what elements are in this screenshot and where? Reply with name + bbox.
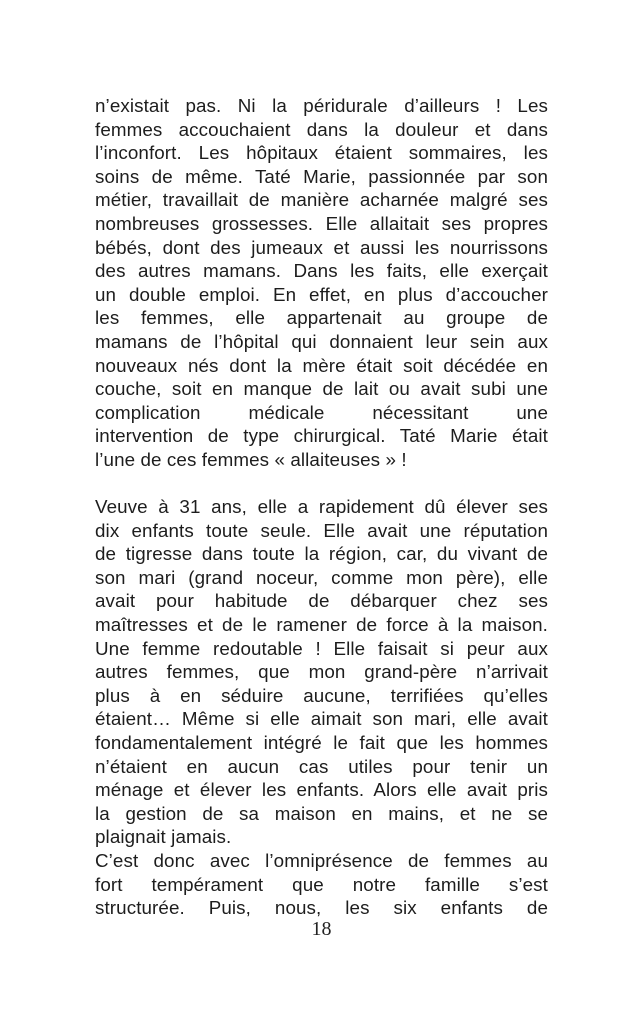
- text-line: structurée. Puis, nous, les six enfants de: [95, 897, 548, 919]
- text-line: la gestion de sa maison en mains, et ne se: [95, 802, 548, 824]
- page-number: 18: [311, 918, 332, 940]
- text-block: [95, 94, 548, 920]
- text-line: de tigresse dans toute la région, car, du vivant de: [95, 543, 548, 565]
- text-line: complication médicale nécessitant une: [95, 401, 548, 423]
- text-line: dix enfants toute seule. Elle avait une réputation: [95, 519, 548, 541]
- text-line: maîtresses et de le ramener de force à la maison.: [95, 614, 548, 636]
- text-line: fort tempérament que notre famille s’est: [95, 873, 548, 895]
- text-line: des autres mamans. Dans les faits, elle exerçait: [95, 260, 548, 282]
- text-line: nombreuses grossesses. Elle allaitait ses propres: [95, 212, 548, 234]
- text-line: couche, soit en manque de lait ou avait subi une: [95, 378, 548, 400]
- text-line: bébés, dont des jumeaux et aussi les nourrissons: [95, 236, 548, 258]
- text-line: avait pour habitude de débarquer chez ses: [95, 590, 548, 612]
- paragraph: [95, 495, 548, 849]
- text-line: nouveaux nés dont la mère était soit décédée en: [95, 354, 548, 376]
- text-line: mamans de l’hôpital qui donnaient leur sein aux: [95, 330, 548, 352]
- text-line: n’étaient en aucun cas utiles pour tenir un: [95, 755, 548, 777]
- text-line: n’existait pas. Ni la péridurale d’ailleurs ! Les: [95, 95, 548, 116]
- text-line: étaient… Même si elle aimait son mari, elle avait: [95, 708, 548, 730]
- text-line: Une femme redoutable ! Elle faisait si peur aux: [95, 637, 548, 659]
- text-line: son mari (grand noceur, comme mon père), elle: [95, 566, 548, 588]
- text-line: l’inconfort. Les hôpitaux étaient sommaires, les: [95, 142, 548, 164]
- text-line: les femmes, elle appartenait au groupe de: [95, 307, 548, 329]
- paragraph: [95, 94, 548, 472]
- text-line: C’est donc avec l’omniprésence de femmes au: [95, 850, 548, 871]
- text-line: plus à en séduire aucune, terrifiées qu’elles: [95, 684, 548, 706]
- text-line: Veuve à 31 ans, elle a rapidement dû élever ses: [95, 496, 548, 518]
- text-line: métier, travaillait de manière acharnée malgré ses: [95, 189, 548, 211]
- text-line: intervention de type chirurgical. Taté Marie était: [95, 425, 548, 447]
- text-line: ménage et élever les enfants. Alors elle avait pris: [95, 779, 548, 801]
- text-line: soins de même. Taté Marie, passionnée par son: [95, 165, 548, 187]
- paragraph: [95, 849, 548, 920]
- text-line: femmes accouchaient dans la douleur et dans: [95, 118, 548, 140]
- text-line: autres femmes, que mon grand-père n’arrivait: [95, 661, 548, 683]
- text-line: fondamentalement intégré le fait que les hommes: [95, 732, 548, 754]
- text-line: un double emploi. En effet, en plus d’accoucher: [95, 283, 548, 305]
- text-line: plaignait jamais.: [95, 826, 232, 848]
- text-line: l’une de ces femmes « allaiteuses » !: [95, 448, 407, 470]
